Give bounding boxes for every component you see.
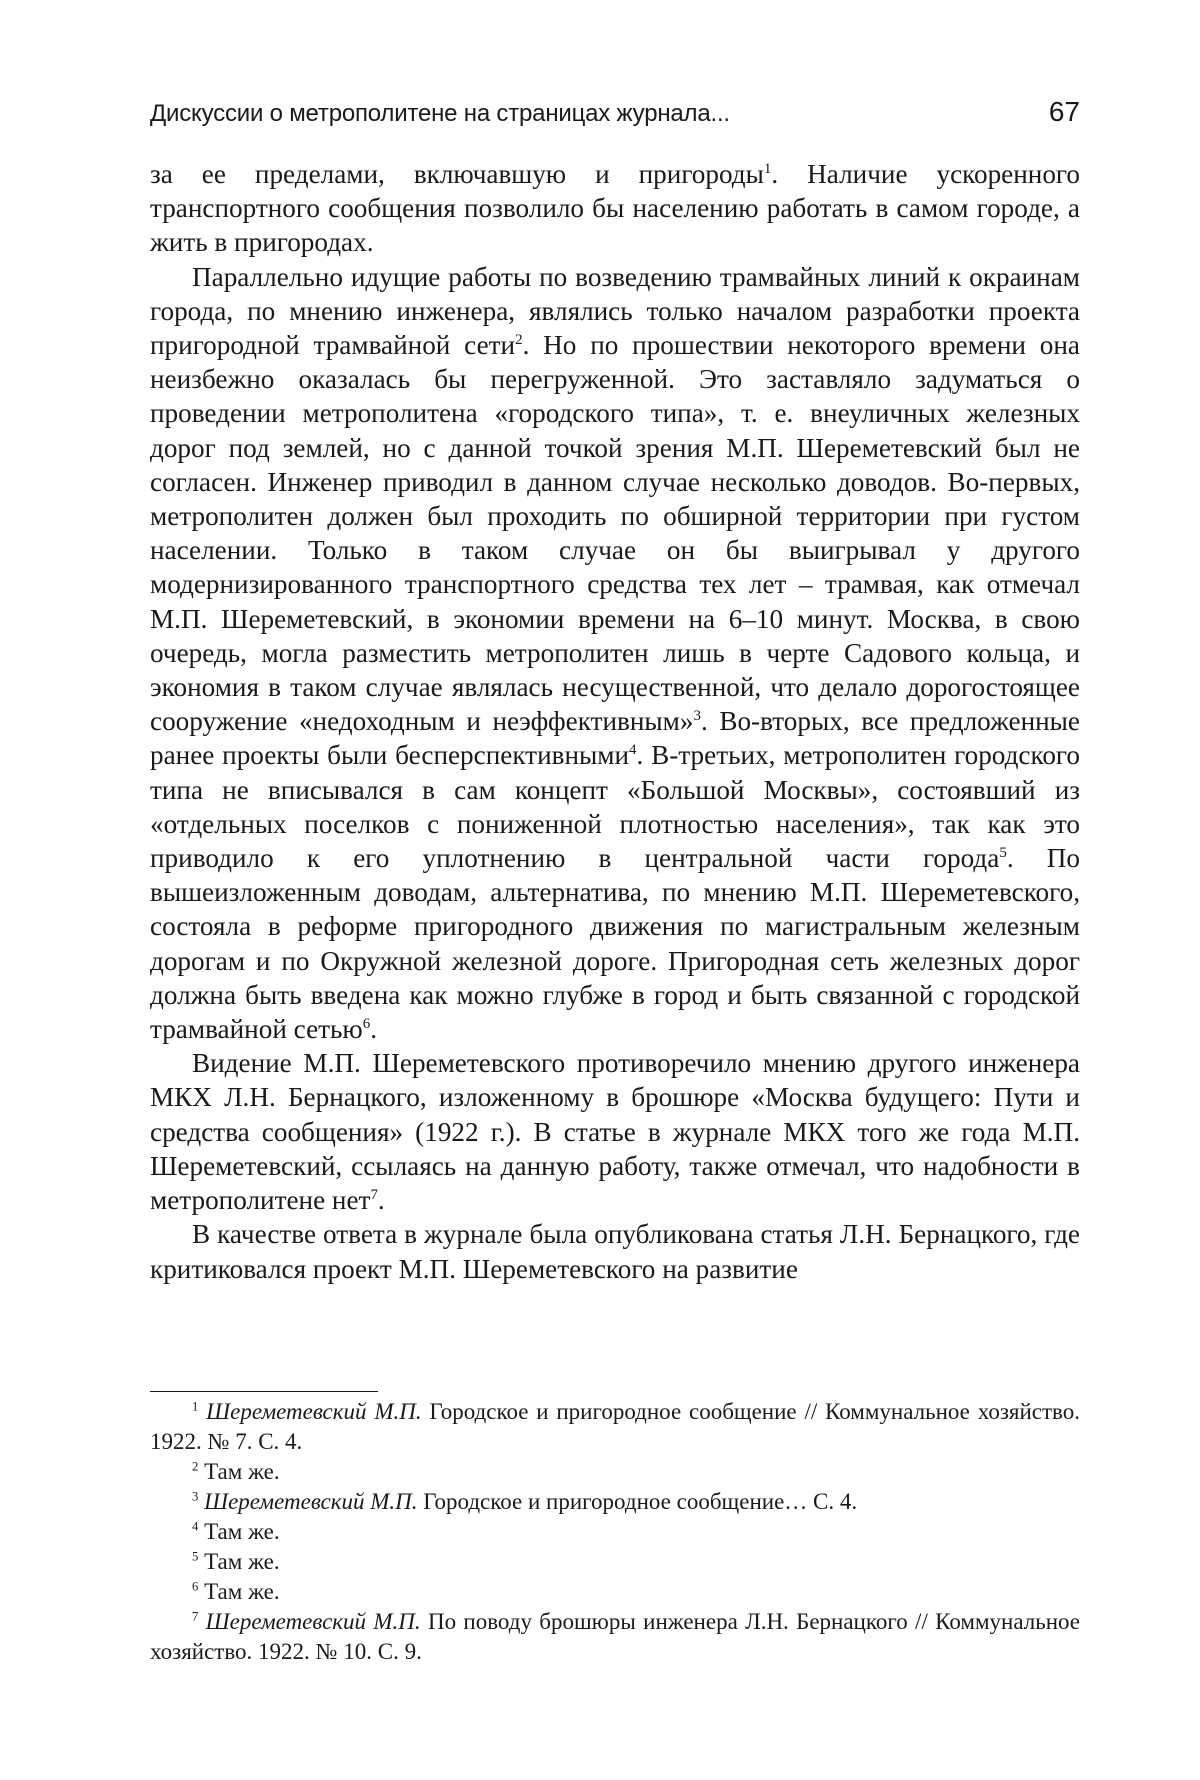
footnote — [150, 1517, 1080, 1547]
paragraph — [150, 1217, 1080, 1285]
text-run: . — [378, 1185, 385, 1215]
footnotes-section — [150, 1397, 1080, 1667]
footnote — [150, 1457, 1080, 1487]
footnote-ref: 4 — [629, 742, 636, 758]
footnote-number: 2 — [192, 1459, 198, 1473]
footnote — [150, 1397, 1080, 1457]
footnote-ref: 1 — [764, 161, 771, 177]
footnote — [150, 1607, 1080, 1667]
text-run: за ее пределами, включавшую и пригороды — [150, 159, 764, 189]
footnote-divider — [150, 1391, 378, 1392]
footnote-number: 5 — [192, 1549, 198, 1563]
footnote-number: 6 — [192, 1579, 198, 1593]
footnote-author: Шереметевский М.П. — [204, 1489, 417, 1514]
page-number: 67 — [1049, 96, 1080, 128]
text-run: В качестве ответа в журнале была опубликована статья Л.Н. Бернацкого, где критиковался проект М.П. Шереметевского на развитие — [150, 1219, 1080, 1283]
running-header-title: Дискуссии о метрополитене на страницах журнала... — [150, 100, 730, 128]
footnote-number: 4 — [192, 1519, 198, 1533]
footnote — [150, 1547, 1080, 1577]
footnote-ref: 7 — [370, 1187, 377, 1203]
text-run: . По вышеизложенным доводам, альтернатива, по мнению М.П. Шереметевского, состояла в реформе пригородного движения по магистральным железным дорогам и по Окружной железной дороге. Пригородная сеть железных дорог должна быть введена как можно глубже в город и быть связанной с городской трамвайной сетью — [150, 843, 1080, 1044]
footnote-text: Там же. — [204, 1549, 280, 1574]
running-header — [150, 96, 1080, 136]
paragraph — [150, 157, 1080, 260]
footnote-ref: 5 — [999, 845, 1006, 861]
footnote-text: По поводу брошюры инженера Л.Н. Бернацкого // Коммунальное хозяйство. 1922. № 10. С. 9. — [150, 1609, 1080, 1664]
footnote-text: Городское и пригородное сообщение // Коммунальное хозяйство. 1922. № 7. С. 4. — [150, 1399, 1080, 1454]
text-run: . Во-вторых, все предложенные ранее проекты были бесперспективными — [150, 706, 1080, 770]
footnote-text: Там же. — [204, 1579, 280, 1604]
footnote-text: Там же. — [204, 1519, 280, 1544]
text-run: Параллельно идущие работы по возведению трамвайных линий к окраинам города, по мнению инженера, являлись только началом разработки проекта пригородной трамвайной сети — [150, 262, 1080, 360]
main-text — [150, 157, 1080, 1286]
text-run: Видение М.П. Шереметевского противоречило мнению другого инженера МКХ Л.Н. Бернацкого, изложенному в брошюре «Москва будущего: Пути и средства сообщения» (1922 г.). В статье в журнале МКХ того же года М.П. Шереметевский, ссылаясь на данную работу, также отмечал, что надобности в метрополитене нет — [150, 1048, 1080, 1215]
footnote-ref: 3 — [693, 708, 700, 724]
text-run: . Но по прошествии некоторого времени она неизбежно оказалась бы перегруженной. Это заставляло задуматься о проведении метрополитена «городского типа», т. е. внеуличных железных дорог под землей, но с данной точкой зрения М.П. Шереметевский был не согласен. Инженер приводил в данном случае несколько доводов. Во-первых, метрополитен должен был проходить по обширной территории при густом населении. Только в таком случае он бы выигрывал у другого модернизированного транспортного средства тех лет – трамвая, как отмечал М.П. Шереметевский, в экономии времени на 6–10 минут. Москва, в свою очередь, могла разместить метрополитен лишь в черте Садового кольца, и экономия в таком случае являлась несущественной, что делало дорогостоящее сооружение «недоходным и неэффективным» — [150, 330, 1080, 736]
footnote-number: 1 — [192, 1399, 198, 1413]
footnote-text: Там же. — [204, 1459, 280, 1484]
paragraph — [150, 260, 1080, 1047]
text-run: . В-третьих, метрополитен городского типа не вписывался в сам концепт «Большой Москвы», состоявший из «отдельных поселков с пониженной плотностью населения», так как это приводило к его уплотнению в центральной части города — [150, 740, 1080, 873]
footnote — [150, 1487, 1080, 1517]
text-run: . — [370, 1014, 377, 1044]
footnote-ref: 6 — [363, 1016, 370, 1032]
footnote-number: 3 — [192, 1489, 198, 1503]
footnote-text: Городское и пригородное сообщение… С. 4. — [417, 1489, 857, 1514]
footnote-author: Шереметевский М.П. — [206, 1399, 421, 1424]
paragraph — [150, 1046, 1080, 1217]
footnote-author: Шереметевский М.П. — [206, 1609, 421, 1634]
text-run: . Наличие ускоренного транспортного сообщения позволило бы населению работать в самом городе, а жить в пригородах. — [150, 159, 1080, 257]
footnote-ref: 2 — [515, 332, 522, 348]
footnote-number: 7 — [192, 1609, 198, 1623]
footnote — [150, 1577, 1080, 1607]
